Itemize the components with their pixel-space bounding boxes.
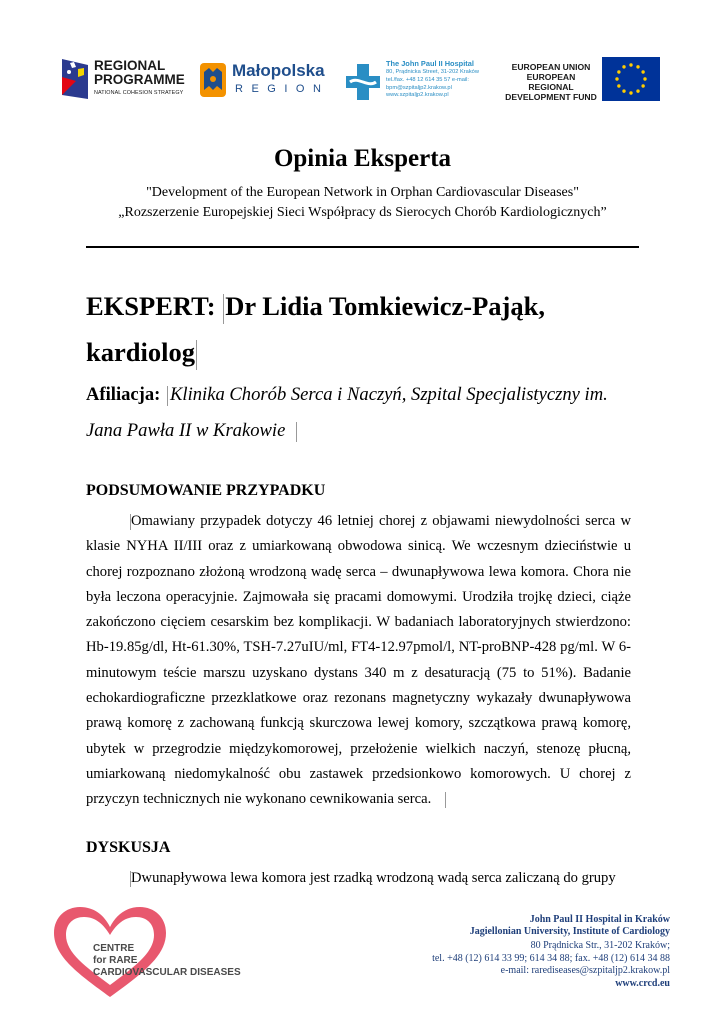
regional-programme-line2: PROGRAMME (94, 72, 185, 87)
eu-line1: EUROPEAN UNION (511, 62, 591, 72)
centre-line3: CARDIOVASCULAR DISEASES (93, 967, 241, 978)
page-title: Opinia Eksperta (273, 145, 452, 172)
centre-line2: for RARE (93, 955, 138, 966)
malopolska-emblem-icon (199, 62, 227, 98)
title-divider (86, 246, 639, 248)
affiliation-text2: Jana Pawła II w Krakowie (86, 420, 286, 441)
affiliation-text1: Klinika Chorób Serca i Naczyń, Szpital Specjalistyczny im. (170, 384, 608, 405)
footer-hospital-name: John Paul II Hospital in Kraków (529, 914, 670, 925)
summary-paragraph (86, 509, 631, 813)
centre-line1: CENTRE (93, 943, 135, 954)
crcd-logo (50, 905, 290, 1000)
hospital-address: 80, Prądnicka Street, 31-202 Kraków (386, 69, 479, 75)
hospital-logo (344, 58, 494, 108)
text-cursor (445, 792, 446, 808)
hospital-web: www.szpitaljp2.krakow.pl (386, 92, 449, 99)
regional-programme-line1: REGIONAL (94, 58, 166, 73)
text-cursor (196, 340, 197, 370)
subtitle-polish: „Rozszerzenie Europejskiej Sieci Współpracy ds Sierocych Chorób Kardiologicznych” (118, 205, 607, 220)
discussion-paragraph (86, 866, 631, 891)
footer-email: e-mail: rarediseases@szpitaljp2.krakow.pl (500, 965, 670, 976)
eu-star-icon (636, 65, 639, 68)
footer-address: 80 Prądnicka Str., 31-202 Kraków; (530, 940, 670, 951)
text-cursor (167, 386, 168, 406)
malopolska-name: Małopolska (232, 61, 325, 80)
summary-text: Omawiany przypadek dotyczy 46 letniej chorej z objawami niewydolności serca w klasie NYHA II/III oraz z umiarkowaną obwodowa sinicą. We wczesnym dzieciństwie u chorej rozpoznano złożoną wrodzoną wadę serca – dwunapływowa lewa komora. Chora nie była leczona operacyjnie. Zajmowała się pracami domowymi. Urodziła trojkę dzieci, ciąże zakończono cięciem cesarskim bez komplikacji. W badaniach laboratoryjnych stwierdzono: Hb-19.85g/dl, Ht-61.30%, TSH-7.27uIU/ml, FT4-12.97pmol/l, NT-proBNP-428 pg/ml. W 6-minutowym teście marszu uzyskano dystans 340 m z desaturacją (75 to 51%). Badanie echokardiograficzne przezklatkowe oraz rezonans magnetyczny wykazały dwunapływowa prawą komorę z zachowaną funkcją skurczowa lewej komory, szczątkowa prawą komorę, ubytek w przegrodzie międzykomorowej, przełożenie wielkich naczyń, stenozę płucną, umiarkowaną niedomykalność obu zastawek przedsionkowo komorowych. U chorej z przyczyn technicznych nie wykonano cewnikowania serca. (86, 513, 631, 808)
eu-star-icon (641, 70, 644, 73)
expert-label: EKSPERT: (86, 291, 216, 321)
text-cursor (296, 422, 297, 442)
eu-star-icon (643, 77, 646, 80)
hospital-email: bpm@szpitaljp2.krakow.pl (386, 84, 452, 91)
malopolska-region: REGION (235, 83, 330, 95)
medical-cross-icon (344, 62, 382, 102)
eu-line3: DEVELOPMENT FUND (505, 92, 597, 102)
eu-star-icon (636, 89, 639, 92)
discussion-text: Dwunapływowa lewa komora jest rzadką wrodzoną wadą serca zaliczaną do grupy (131, 870, 616, 886)
expert-name: Dr Lidia Tomkiewicz-Pająk, (225, 291, 545, 321)
hospital-name: The John Paul II Hospital (386, 59, 474, 68)
footer-phone: tel. +48 (12) 614 33 99; 614 34 88; fax. +48 (12) 614 34 88 (432, 953, 670, 964)
eu-star-icon (617, 84, 620, 87)
eu-star-icon (622, 89, 625, 92)
regional-programme-emblem-icon (58, 55, 92, 103)
expert-role-line (86, 337, 198, 370)
regional-programme-logo (58, 55, 193, 105)
malopolska-logo (199, 59, 339, 101)
eu-star-icon (617, 70, 620, 73)
eu-star-icon (622, 65, 625, 68)
discussion-heading: DYSKUSJA (86, 839, 171, 856)
eu-star-icon (641, 84, 644, 87)
expert-role: kardiolog (86, 337, 195, 367)
eu-star-icon (629, 63, 632, 66)
eu-logo (502, 57, 662, 103)
regional-programme-line3: NATIONAL COHESION STRATEGY (94, 90, 184, 96)
affiliation-line2 (86, 420, 299, 442)
subtitle-english: "Development of the European Network in Orphan Cardiovascular Diseases" (146, 185, 579, 200)
eu-line2: EUROPEAN REGIONAL (526, 72, 576, 92)
affiliation-line1 (86, 384, 608, 406)
affiliation-label: Afiliacja: (86, 384, 161, 405)
expert-heading (86, 291, 545, 324)
footer-university: Jagiellonian University, Institute of Cardiology (469, 926, 670, 937)
footer-website: www.crcd.eu (615, 978, 670, 989)
eu-star-icon (615, 77, 618, 80)
summary-heading: PODSUMOWANIE PRZYPADKU (86, 482, 326, 499)
hospital-phone: tel./fax. +48 12 614 35 57 e-mail: (386, 76, 469, 83)
eu-star-icon (629, 91, 632, 94)
eu-flag-icon (602, 57, 660, 101)
